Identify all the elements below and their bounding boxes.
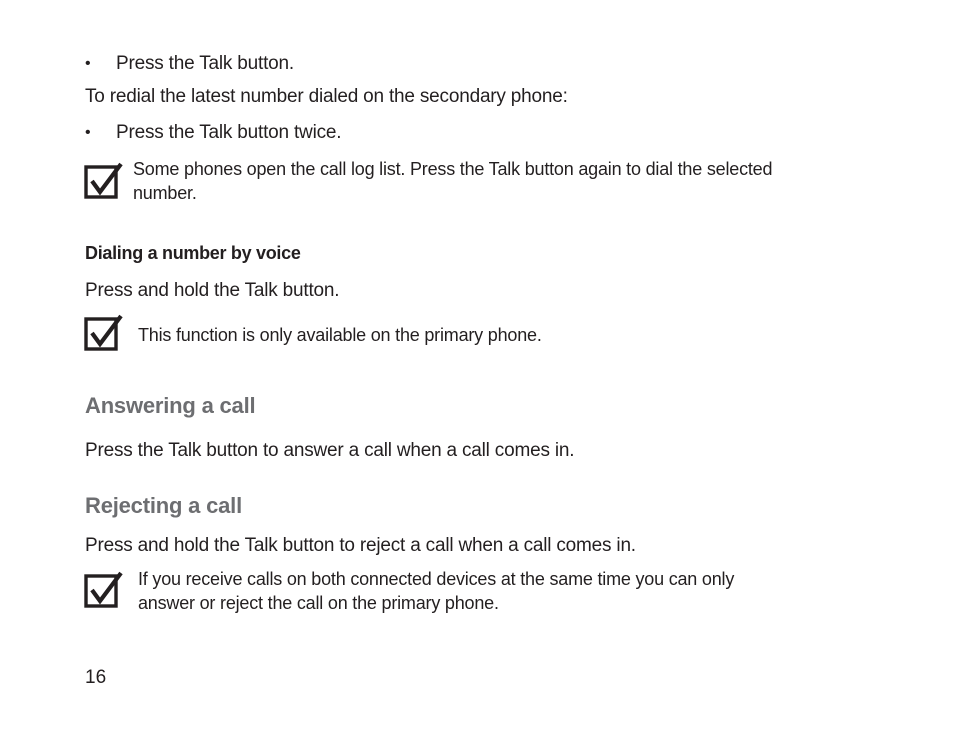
note-line: number. [133, 183, 197, 203]
answering-text: Press the Talk button to answer a call when a call comes in. [85, 440, 575, 461]
checkbox-icon [84, 570, 124, 610]
step-press-talk-twice: Press the Talk button twice. [116, 122, 342, 143]
note-call-log [133, 157, 772, 205]
checkbox-icon [84, 161, 124, 201]
bullet: • [85, 55, 91, 72]
section-heading-rejecting: Rejecting a call [85, 493, 242, 518]
note-line: If you receive calls on both connected devices at the same time you can only [138, 569, 735, 589]
bullet: • [85, 124, 91, 141]
note-line: Some phones open the call log list. Press the Talk button again to dial the selected [133, 159, 773, 179]
subheading-dial-by-voice: Dialing a number by voice [85, 243, 301, 263]
dial-by-voice-text: Press and hold the Talk button. [85, 280, 340, 301]
step-press-talk: Press the Talk button. [116, 53, 294, 74]
redial-secondary-intro: To redial the latest number dialed on the secondary phone: [85, 86, 568, 107]
note-primary-only: This function is only available on the primary phone. [138, 325, 542, 345]
checkbox-icon [84, 313, 124, 353]
note-line: answer or reject the call on the primary phone. [138, 593, 499, 613]
note-both-devices [138, 567, 734, 615]
section-heading-answering: Answering a call [85, 393, 256, 418]
page-number: 16 [85, 667, 107, 688]
rejecting-text: Press and hold the Talk button to reject a call when a call comes in. [85, 535, 636, 556]
